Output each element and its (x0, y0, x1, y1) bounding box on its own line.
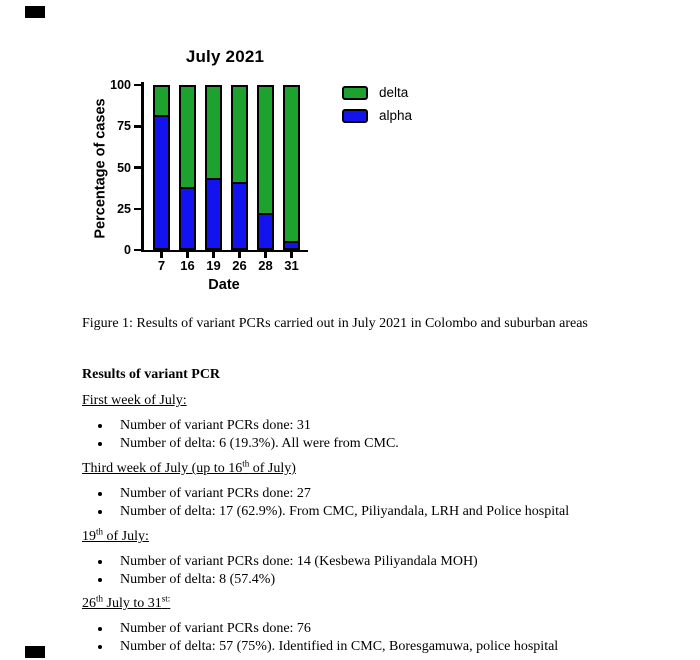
x-tick-label: 16 (180, 258, 195, 273)
bullet-item: • Number of delta: 17 (62.9%). From CMC, Piliyandala, LRH and Police hospital (112, 503, 642, 521)
y-tick (134, 84, 142, 87)
y-tick (134, 208, 142, 211)
legend-swatch-delta-icon (342, 86, 368, 100)
y-tick-label: 0 (124, 243, 131, 257)
heading-text: July to 31 (103, 596, 162, 611)
bullet-list (82, 485, 642, 520)
y-tick (134, 166, 142, 169)
bullet-item: • Number of variant PCRs done: 76 (112, 620, 642, 638)
y-tick (134, 125, 142, 128)
heading-superscript: th (96, 593, 104, 604)
legend-label: alpha (379, 107, 413, 123)
x-tick-label: 19 (206, 258, 221, 273)
bar-segment-delta (155, 87, 168, 115)
legend-item (342, 84, 412, 101)
bar-segment-delta (207, 87, 220, 178)
y-tick-label: 25 (117, 201, 131, 216)
heading-text: of July) (249, 461, 296, 476)
bar-segment-alpha (259, 213, 272, 248)
section-heading (82, 528, 149, 546)
bullet-item: • Number of variant PCRs done: 14 (Kesbewa Piliyandala MOH) (112, 553, 642, 571)
y-tick (134, 249, 142, 252)
bullet-item: • Number of variant PCRs done: 27 (112, 485, 642, 503)
x-tick-label: 28 (258, 258, 273, 273)
x-tick-label: 7 (157, 258, 166, 273)
y-tick-label: 75 (117, 119, 131, 134)
bar (205, 85, 222, 250)
bullet-item: • Number of variant PCRs done: 31 (112, 417, 642, 435)
legend-label: delta (379, 84, 409, 100)
bullet-list (82, 553, 642, 588)
y-axis-line (141, 82, 144, 252)
bullet-item: • Number of delta: 8 (57.4%) (112, 571, 642, 589)
section (82, 392, 642, 452)
x-tick-label: 31 (284, 258, 299, 273)
section (82, 528, 642, 588)
bar (257, 85, 274, 250)
bar-segment-alpha (181, 187, 194, 248)
section-heading (82, 595, 170, 613)
heading-text: Third week of July (up to 16 (82, 461, 243, 476)
heading-superscript: st (161, 593, 168, 604)
section (82, 460, 642, 520)
heading-text: 19 (82, 529, 96, 544)
y-tick-label: 100 (110, 78, 131, 92)
bar-segment-alpha (207, 178, 220, 248)
results-heading: Results of variant PCR (82, 367, 221, 382)
bar-segment-alpha (155, 115, 168, 248)
legend-swatch-alpha-icon (342, 109, 368, 123)
chart-title: July 2021 (185, 47, 265, 66)
figure-caption: Figure 1: Results of variant PCRs carried out in July 2021 in Colombo and suburban areas (82, 316, 588, 331)
bar-segment-alpha (233, 182, 246, 248)
bullet-list (82, 620, 642, 655)
bar (283, 85, 300, 250)
chart-legend (342, 84, 412, 130)
bullet-item: • Number of delta: 57 (75%). Identified in CMC, Boresgamuwa, police hospital (112, 638, 642, 656)
heading-text: of July: (103, 529, 149, 544)
legend-item (342, 107, 412, 124)
heading-superscript: th (242, 458, 250, 469)
section-heading (82, 392, 187, 410)
bullet-item: • Number of delta: 6 (19.3%). All were from CMC. (112, 435, 642, 453)
section (82, 595, 642, 655)
bar-segment-delta (259, 87, 272, 213)
x-axis-title: Date (208, 277, 240, 293)
x-tick-label: 26 (232, 258, 247, 273)
bar (153, 85, 170, 250)
y-tick-label: 50 (117, 160, 131, 175)
y-axis-title: Percentage of cases (92, 98, 109, 239)
bar-segment-alpha (285, 241, 298, 248)
bar-segment-delta (233, 87, 246, 182)
heading-text: 26 (82, 596, 96, 611)
bar-segment-delta (285, 87, 298, 241)
section-heading (82, 460, 296, 478)
bar-segment-delta (181, 87, 194, 187)
bullet-list (82, 417, 642, 452)
bar (179, 85, 196, 250)
bar (231, 85, 248, 250)
heading-text: First week of July: (82, 393, 187, 408)
heading-superscript: th (96, 526, 104, 537)
heading-superscript: : (167, 593, 171, 604)
